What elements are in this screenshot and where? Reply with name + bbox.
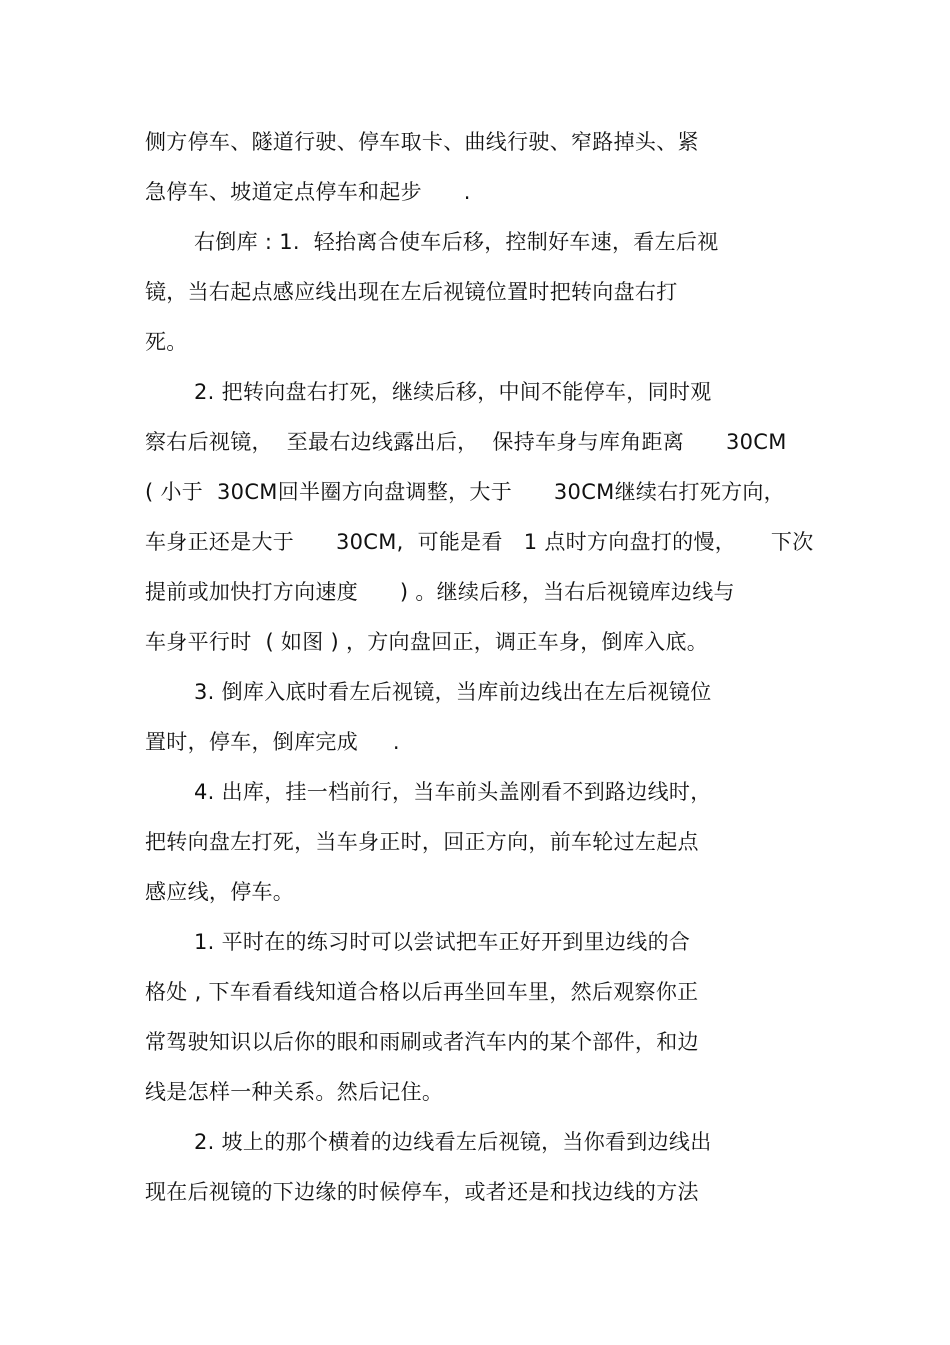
text-line: 死。 xyxy=(145,330,188,354)
text-line: 线是怎样一种关系。然后记住。 xyxy=(145,1080,444,1104)
paragraph-first-line: 3. 倒库入底时看左后视镜，当库前边线出在左后视镜位 xyxy=(194,680,712,704)
text-line: 现在后视镜的下边缘的时候停车，或者还是和找边线的方法 xyxy=(145,1180,699,1204)
paragraph-first-line: 2. 把转向盘右打死，继续后移，中间不能停车，同时观 xyxy=(194,380,712,404)
text-line: 察右后视镜， 至最右边线露出后， 保持车身与库角距离 30CM xyxy=(145,430,787,454)
text-line: 镜，当右起点感应线出现在左后视镜位置时把转向盘右打 xyxy=(145,280,678,304)
text-line: ( 小于 30CM回半圈方向盘调整，大于 30CM继续右打死方向， xyxy=(145,480,785,504)
text-line: 感应线，停车。 xyxy=(145,880,295,904)
paragraph-first-line: 4. 出库，挂一档前行，当车前头盖刚看不到路边线时， xyxy=(194,780,712,804)
text-line: 提前或加快打方向速度 ) 。继续后移，当右后视镜库边线与 xyxy=(145,580,735,604)
text-line: 车身正还是大于 30CM, 可能是看 1 点时方向盘打的慢， 下次 xyxy=(145,530,814,554)
paragraph-first-line: 2. 坡上的那个横着的边线看左后视镜，当你看到边线出 xyxy=(194,1130,712,1154)
paragraph-first-line: 右倒库 : 1. 轻抬离合使车后移，控制好车速，看左后视 xyxy=(194,230,719,254)
text-line: 急停车、坡道定点停车和起步 . xyxy=(145,180,471,204)
text-line: 格处 , 下车看看线知道合格以后再坐回车里，然后观察你正 xyxy=(145,980,699,1004)
paragraph-first-line: 1. 平时在的练习时可以尝试把车正好开到里边线的合 xyxy=(194,930,691,954)
text-line: 车身平行时 ( 如图 ) ，方向盘回正，调正车身，倒库入底。 xyxy=(145,630,709,654)
text-line: 置时，停车，倒库完成 . xyxy=(145,730,400,754)
text-line: 常驾驶知识以后你的眼和雨刷或者汽车内的某个部件，和边 xyxy=(145,1030,699,1054)
text-line: 把转向盘左打死，当车身正时，回正方向，前车轮过左起点 xyxy=(145,830,699,854)
text-line: 侧方停车、隧道行驶、停车取卡、曲线行驶、窄路掉头、紧 xyxy=(145,130,699,154)
